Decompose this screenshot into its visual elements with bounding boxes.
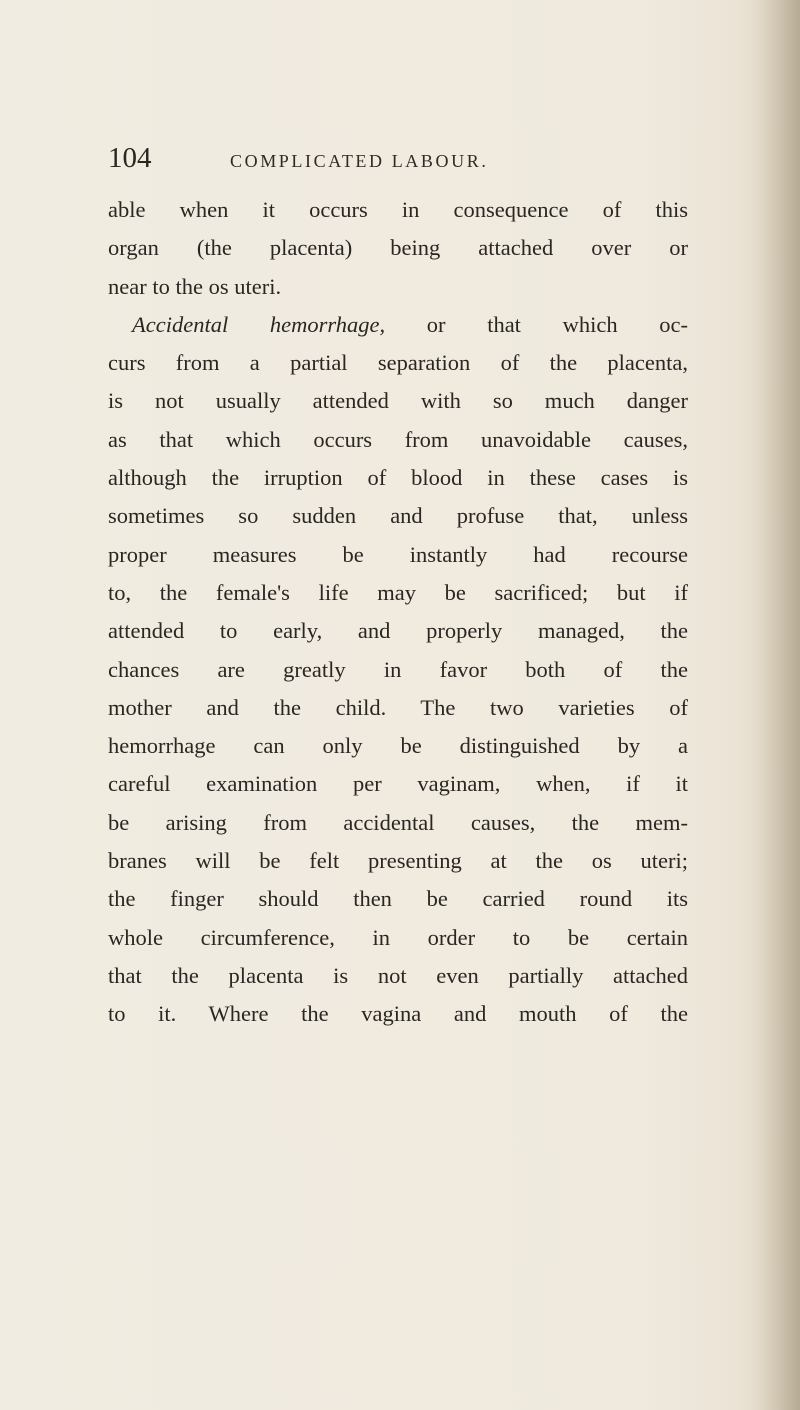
- text-line: as that which occurs from unavoidable causes,: [108, 426, 688, 452]
- text-line: attended to early, and properly managed, the: [108, 618, 688, 644]
- text-line: organ (the placenta) being attached over or: [108, 235, 688, 261]
- text-line: is not usually attended with so much danger: [108, 388, 688, 414]
- text-line: branes will be felt presenting at the os uteri;: [108, 848, 688, 874]
- text-line: mother and the child. The two varieties of: [108, 694, 688, 720]
- italic-term: Accidental hemorrhage,: [132, 311, 386, 337]
- text-line: that the placenta is not even partially attached: [108, 962, 688, 988]
- text-line: hemorrhage can only be distinguished by a: [108, 733, 688, 759]
- text-line: to, the female's life may be sacrificed; but if: [108, 579, 688, 605]
- text-line: to it. Where the vagina and mouth of the: [108, 1001, 688, 1027]
- text-line: whole circumference, in order to be certain: [108, 924, 688, 950]
- page-edge-shadow: [758, 0, 800, 1410]
- text-line: [108, 306, 688, 344]
- text-line: near to the os uteri.: [108, 273, 282, 299]
- text-line: chances are greatly in favor both of the: [108, 656, 688, 682]
- text-line: the finger should then be carried round its: [108, 886, 688, 912]
- text-line: careful examination per vaginam, when, if it: [108, 771, 688, 797]
- page-number: 104: [108, 142, 152, 174]
- text-line: able when it occurs in consequence of this: [108, 197, 688, 222]
- text-line: proper measures be instantly had recourse: [108, 541, 688, 567]
- text-line: be arising from accidental causes, the mem-: [108, 809, 688, 835]
- running-head: COMPLICATED LABOUR.: [230, 151, 489, 171]
- body-text: [108, 191, 688, 1034]
- text-line-continuation: or that which oc-: [426, 311, 689, 337]
- page-header: [108, 138, 668, 178]
- text-line: sometimes so sudden and profuse that, unless: [108, 503, 688, 529]
- text-line: although the irruption of blood in these cases is: [108, 465, 688, 491]
- text-line: curs from a partial separation of the placenta,: [108, 350, 688, 376]
